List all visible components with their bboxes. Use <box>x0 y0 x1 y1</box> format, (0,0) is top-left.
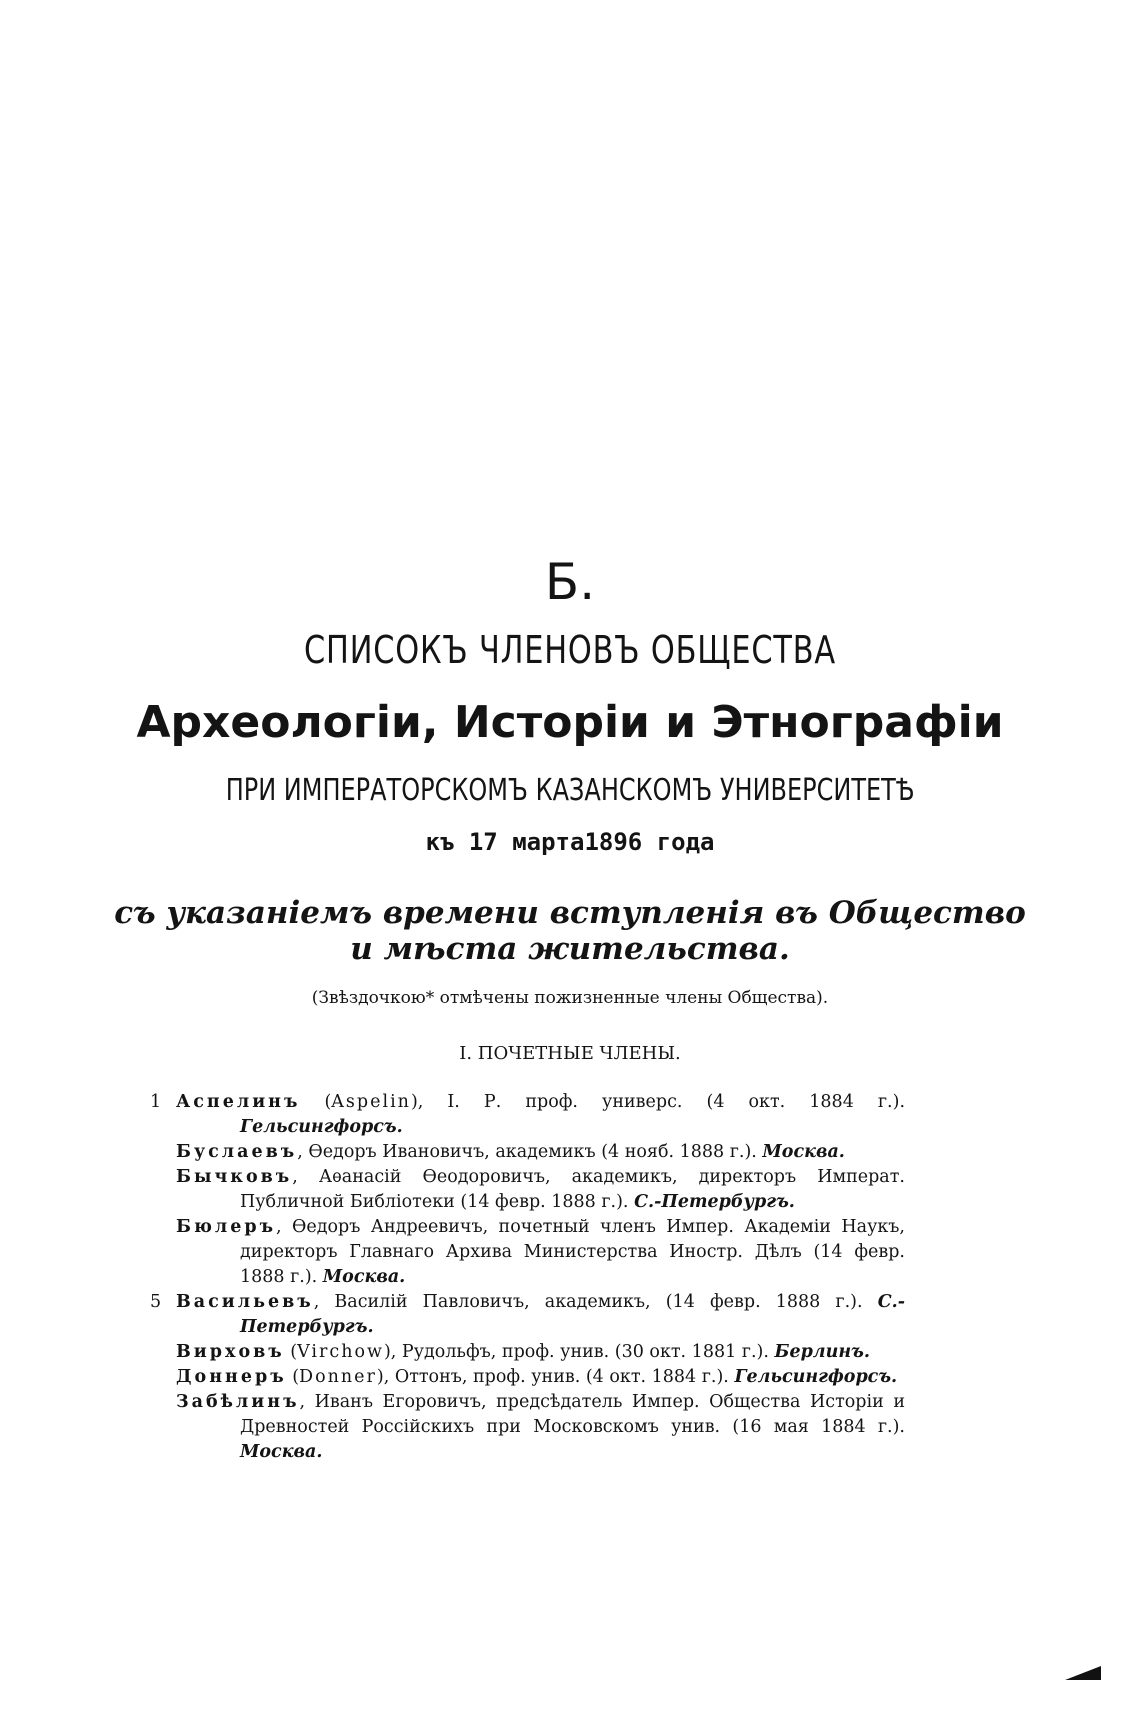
member-surname: Бюлеръ <box>176 1217 277 1237</box>
section-heading: I. ПОЧЕТНЫЕ ЧЛЕНЫ. <box>459 1043 681 1064</box>
member-surname: Аспелинъ <box>176 1092 301 1112</box>
member-entry <box>150 1390 905 1465</box>
scan-mark-icon <box>1065 1666 1101 1680</box>
member-place: С.-Петербургъ. <box>240 1292 905 1337</box>
member-latin-name: Aspelin <box>331 1092 411 1112</box>
subtitle <box>0 895 1140 967</box>
asterisk-note: (Звѣздочкою* отмѣчены пожизненные члены Общества). <box>311 988 829 1008</box>
member-surname: Васильевъ <box>176 1292 314 1312</box>
member-surname: Бычковъ <box>176 1167 293 1187</box>
entry-number: 5 <box>150 1292 162 1312</box>
entry-number: 1 <box>150 1092 162 1112</box>
member-entry <box>150 1090 905 1140</box>
member-list <box>150 1090 905 1465</box>
member-place: Гельсингфорсъ. <box>240 1117 403 1137</box>
entry-text: ( <box>286 1367 300 1387</box>
entry-text: ), І. Р. проф. универс. (4 окт. 1884 г.). <box>410 1092 906 1112</box>
member-latin-name: Virchow <box>297 1342 384 1362</box>
university-line: ПРИ ИМПЕРАТОРСКОМЪ КАЗАНСКОМЪ УНИВЕРСИТЕТѢ <box>225 773 915 808</box>
member-surname: Забѣлинъ <box>176 1392 300 1412</box>
member-entry <box>150 1140 905 1165</box>
date-line: къ 17 марта1896 года <box>425 828 715 856</box>
member-place: Москва. <box>322 1267 406 1287</box>
member-place: Берлинъ. <box>774 1342 870 1362</box>
member-surname: Доннеръ <box>176 1367 287 1387</box>
member-entry <box>150 1215 905 1290</box>
list-title: СПИСОКЪ ЧЛЕНОВЪ ОБЩЕСТВА <box>304 628 836 672</box>
entry-text: ), Рудольфъ, проф. унив. (30 окт. 1881 г.). <box>383 1342 775 1362</box>
entry-text: ( <box>284 1342 298 1362</box>
entry-text: , Ѳедоръ Андреевичъ, почетный членъ Импер. Академіи Наукъ, директоръ Главнаго Архива Министерства Иностр. Дѣлъ (14 февр. 1888 г.). <box>240 1217 905 1287</box>
member-entry <box>150 1340 905 1365</box>
entry-text: , Иванъ Егоровичъ, предсѣдатель Импер. Общества Исторіи и Древностей Россійскихъ при Московскомъ унив. (16 мая 1884 г.). <box>240 1392 905 1437</box>
entry-text: , Ѳедоръ Ивановичъ, академикъ (4 нояб. 1888 г.). <box>297 1142 763 1162</box>
entry-text: ), Оттонъ, проф. унив. (4 окт. 1884 г.). <box>376 1367 735 1387</box>
member-entry <box>150 1365 905 1390</box>
member-surname: Вирховъ <box>176 1342 285 1362</box>
entry-text: , Аѳанасій Ѳеодоровичъ, академикъ, директоръ Императ. Публичной Библіотеки (14 февр. 1888 г.). <box>240 1167 905 1212</box>
member-place: Гельсингфорсъ. <box>734 1367 898 1387</box>
entry-text: ( <box>300 1092 332 1112</box>
member-entry <box>150 1165 905 1215</box>
entry-text: , Василій Павловичъ, академикъ, (14 февр. 1888 г.). <box>313 1292 878 1312</box>
society-name: Археологіи, Исторіи и Этнографіи <box>136 697 1004 748</box>
subtitle-line-1: съ указаніемъ времени вступленія въ Общество <box>114 895 1026 931</box>
member-latin-name: Donner <box>299 1367 377 1387</box>
section-letter: Б. <box>544 553 596 611</box>
member-place: С.-Петербургъ. <box>634 1192 795 1212</box>
member-entry <box>150 1290 905 1340</box>
member-surname: Буслаевъ <box>176 1142 298 1162</box>
subtitle-line-2: и мѣста жительства. <box>350 931 790 967</box>
member-place: Москва. <box>762 1142 845 1162</box>
member-place: Москва. <box>240 1442 323 1462</box>
